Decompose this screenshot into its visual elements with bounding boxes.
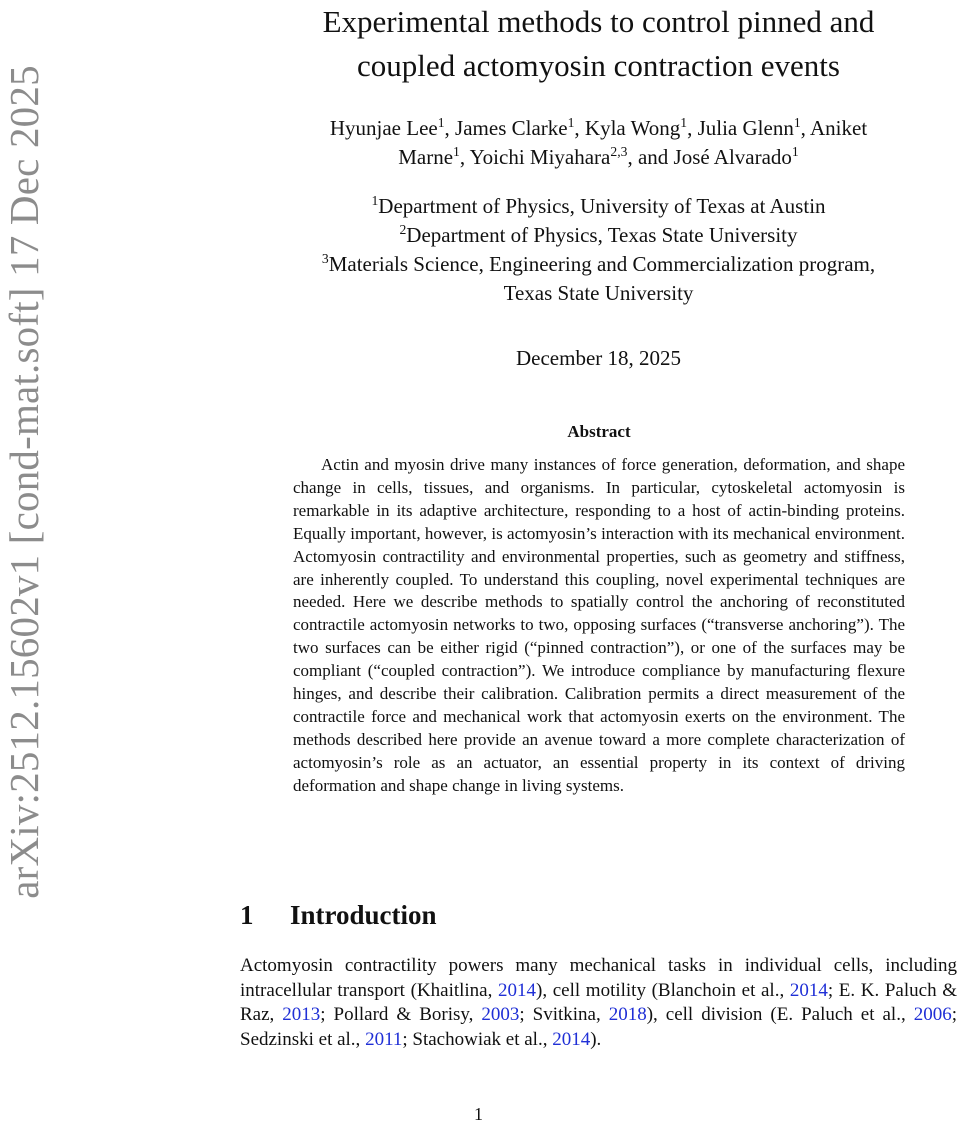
citation-link[interactable]: 2014 [552,1028,591,1050]
intro-text: ; Svitkina, [519,1004,609,1025]
section-title: Introduction [290,900,437,930]
author-list [240,114,957,172]
section-heading [240,900,437,931]
intro-text: ; Sedzinski et al., [240,1004,957,1050]
affiliation-sup: 1 [371,193,379,208]
page-number [0,1104,957,1125]
title-line: coupled actomyosin contraction events [357,48,840,83]
intro-text: ), cell motility (Blanchoin et al., [536,979,790,1001]
arxiv-identifier: arXiv:2512.15602v1 [cond-mat.soft] 17 Dec 2025 [1,65,47,899]
author-aniket-first: Aniket [810,116,868,140]
affiliation [240,279,957,308]
author-sep: , [574,116,585,140]
intro-text: ). [590,1028,602,1050]
paper-date: December 18, 2025 [515,346,682,370]
citation-link[interactable]: 2011 [365,1028,403,1050]
author-aniket-last: Marne [398,145,454,169]
section-number: 1 [240,900,254,930]
author-affil-sup: 2,3 [610,144,628,159]
citation-link[interactable]: 2013 [282,1004,321,1025]
author-affil-sup: 1 [680,115,688,130]
affiliation-text: Texas State University [503,281,694,305]
affiliation-text: Department of Physics, University of Texas at Austin [378,194,826,218]
affiliation-text: Materials Science, Engineering and Commercialization program, [328,252,876,276]
intro-text: Actomyosin contractility powers many mechanical tasks in individual cells, including intracellular transport (Khaitlina, [240,955,957,1001]
citation-link[interactable]: 2014 [498,979,537,1001]
author-sep: , [444,116,456,140]
author: Hyunjae Lee [329,116,438,140]
author: James Clarke [455,116,568,140]
paper-title [240,0,957,88]
affiliation-sup: 3 [321,251,329,266]
affiliation [240,221,957,250]
intro-text: ; E. K. Paluch & Raz, [240,979,957,1025]
author: Yoichi Miyahara [469,145,611,169]
intro-text: ; Stachowiak et al., [402,1028,553,1050]
affiliation [240,250,957,279]
author-sep: , and [627,145,674,169]
author: Kyla Wong [584,116,681,140]
affiliation-list [240,192,957,308]
affiliation [240,192,957,221]
author-line [240,143,957,172]
author-affil-sup: 1 [793,115,801,130]
author-affil-sup: 1 [567,115,575,130]
citation-link[interactable]: 2006 [913,1004,952,1025]
author-sep: , [459,145,470,169]
affiliation-text: Department of Physics, Texas State University [406,223,798,247]
intro-text: ), cell division (E. Paluch et al., [646,1004,914,1025]
abstract-heading: Abstract [567,422,631,441]
page-number-text: 1 [474,1104,483,1124]
abstract [293,422,905,798]
abstract-text: Actin and myosin drive many instances of force generation, deformation, and shape change in cells, tissues, and organisms. In particular, cytoskeletal actomyosin is remarkable in its adaptive architecture, responding to a host of actin-binding proteins. Equally important, however, is actomyosin’s interaction with its mechanical environment. Actomyosin contractility and environmental properties, such as geometry and stiffness, are inherently coupled. To understand this coupling, novel experimental techniques are needed. Here we describe methods to spatially control the anchoring of reconstituted contractile actomyosin networks to two, opposing surfaces (“transverse anchoring”). The two surfaces can be either rigid (“pinned contraction”), or one of the surfaces may be compliant (“coupled contraction”). We introduce compliance by manufacturing flexure hinges, and describe their calibration. Calibration permits a direct measurement of the contractile force and mechanical work that actomyosin exerts on the environment. The methods described here provide an avenue toward a more complete characterization of actomyosin’s role as an actuator, an essential property in its context of driving deformation and shape change in living systems. [293,455,905,795]
author: José Alvarado [673,145,792,169]
title-line: Experimental methods to control pinned and [322,4,875,39]
citation-link[interactable]: 2003 [481,1004,520,1025]
citation-link[interactable]: 2014 [789,979,828,1001]
author-sep: , [687,116,698,140]
author-line [240,114,957,143]
intro-paragraph [240,954,957,1052]
intro-text: ; Pollard & Borisy, [320,1004,482,1025]
author-affil-sup: 1 [437,115,445,130]
affiliation-sup: 2 [399,222,407,237]
author: Julia Glenn [697,116,794,140]
author-sep: , [800,116,810,140]
author-affil-sup: 1 [791,144,799,159]
arxiv-sidebar [0,0,48,960]
paper-page [240,0,957,1050]
citation-link[interactable]: 2018 [608,1004,647,1025]
author-affil-sup: 1 [453,144,460,159]
